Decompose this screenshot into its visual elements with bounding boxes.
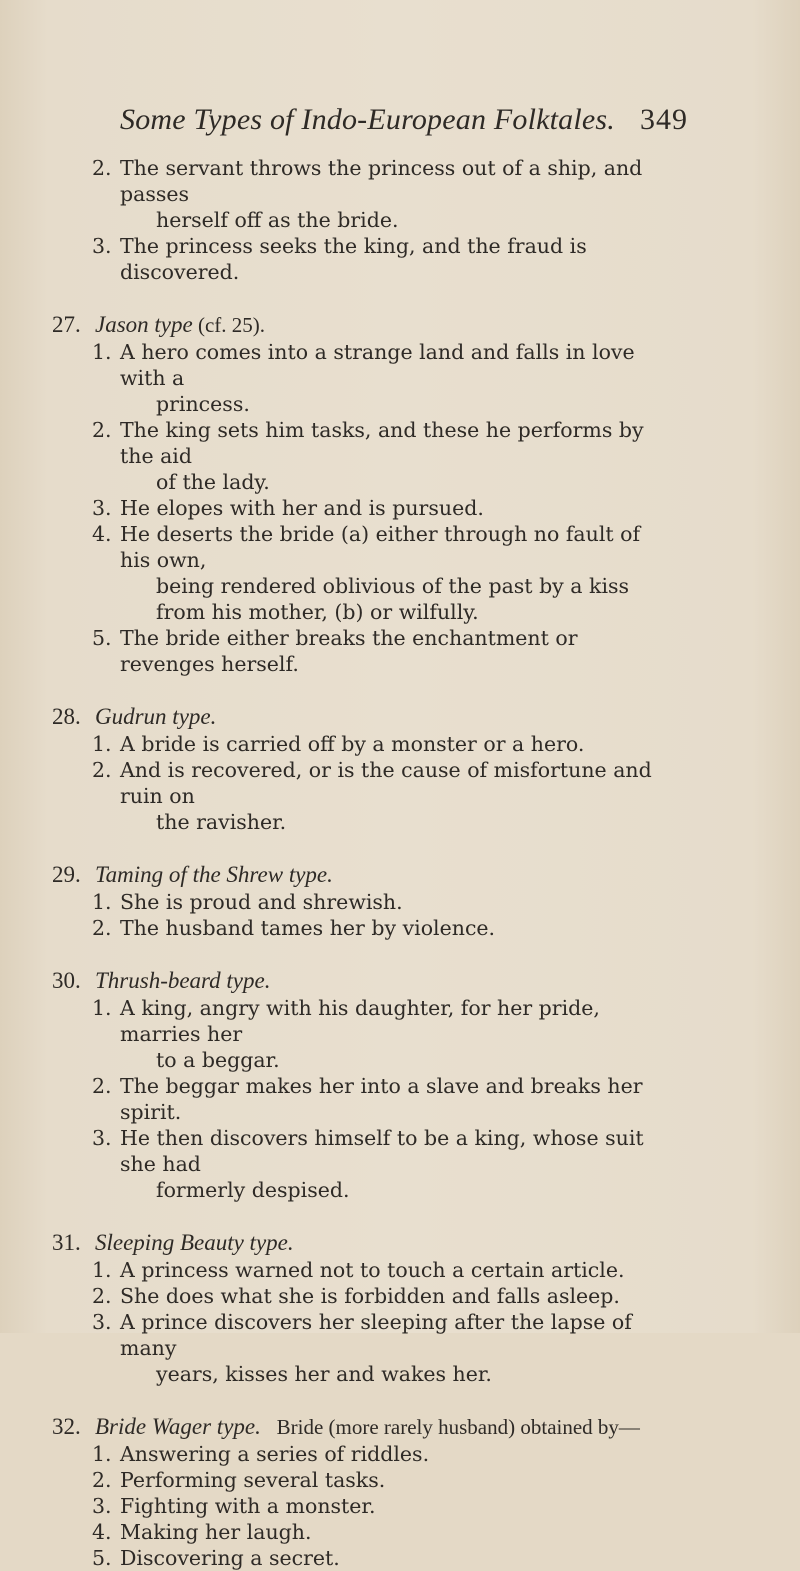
item-text-continuation: princess.: [156, 392, 250, 416]
item-number: 2.: [92, 1074, 112, 1098]
item-number: 2.: [92, 418, 112, 442]
list-item: [0, 625, 670, 677]
item-text-first-line: Fighting with a monster.: [120, 1494, 376, 1518]
item-number: 2.: [92, 1468, 112, 1492]
running-head: [120, 100, 688, 140]
folktale-type-section: [0, 1229, 800, 1387]
list-item: [0, 521, 670, 625]
item-text-first-line: She is proud and shrewish.: [120, 890, 403, 914]
section-number: 27.: [52, 312, 81, 337]
page-body: [0, 155, 800, 1571]
item-text: [120, 757, 670, 835]
section-heading: [0, 1413, 800, 1441]
list-item: [0, 915, 670, 941]
folktale-type-section: [0, 703, 800, 835]
item-text: [120, 625, 670, 677]
list-item: [0, 1545, 670, 1571]
list-item: [0, 1309, 670, 1387]
section-heading: [0, 861, 800, 889]
item-text-first-line: A king, angry with his daughter, for her pride, marries her: [120, 996, 600, 1046]
folktale-type-section: [0, 861, 800, 941]
list-item: [0, 339, 670, 417]
item-text: [120, 1467, 670, 1493]
item-number: 1.: [92, 1258, 112, 1282]
item-text: [120, 995, 670, 1073]
item-text: [120, 1545, 670, 1571]
list-item: [0, 1257, 670, 1283]
item-text-first-line: The princess seeks the king, and the fraud is discovered.: [120, 234, 587, 284]
item-text: [120, 521, 670, 625]
section-heading: [0, 311, 800, 339]
item-text-first-line: And is recovered, or is the cause of misfortune and ruin on: [120, 758, 652, 808]
section-heading-suffix: Bride (more rarely husband) obtained by—: [260, 1415, 640, 1439]
section-number: 32.: [52, 1414, 81, 1439]
item-text-first-line: The beggar makes her into a slave and breaks her spirit.: [120, 1074, 643, 1124]
item-text: [120, 1519, 670, 1545]
item-text: [120, 889, 670, 915]
item-text-first-line: The bride either breaks the enchantment or revenges herself.: [120, 626, 578, 676]
section-type-name: Sleeping Beauty type.: [95, 1230, 294, 1255]
item-number: 1.: [92, 340, 112, 364]
item-text-first-line: Discovering a secret.: [120, 1546, 340, 1570]
item-text-continuation: herself off as the bride.: [156, 208, 399, 232]
item-number: 1.: [92, 1442, 112, 1466]
item-text-continuation: years, kisses her and wakes her.: [156, 1362, 492, 1386]
list-item: [0, 1467, 670, 1493]
section-heading: [0, 703, 800, 731]
section-heading: [0, 967, 800, 995]
item-text: [120, 731, 670, 757]
list-item: [0, 1125, 670, 1203]
item-text-first-line: He elopes with her and is pursued.: [120, 496, 484, 520]
item-text-first-line: The husband tames her by violence.: [120, 916, 496, 940]
item-text: [120, 495, 670, 521]
item-text-first-line: He then discovers himself to be a king, whose suit she had: [120, 1126, 644, 1176]
folktale-type-section: [0, 1413, 800, 1571]
item-number: 5.: [92, 1546, 112, 1570]
section-number: 31.: [52, 1230, 81, 1255]
item-number: 5.: [92, 626, 112, 650]
section-type-name: Jason type: [95, 312, 193, 337]
item-number: 1.: [92, 996, 112, 1020]
item-text-continuation: being rendered oblivious of the past by a kiss from his mother, (b) or wilfully.: [156, 574, 630, 624]
item-number: 1.: [92, 890, 112, 914]
item-text-first-line: Making her laugh.: [120, 1520, 312, 1544]
item-text-continuation: the ravisher.: [156, 810, 287, 834]
item-number: 3.: [92, 234, 112, 258]
list-item: [0, 731, 670, 757]
item-text-continuation: to a beggar.: [156, 1048, 280, 1072]
section-number: 28.: [52, 704, 81, 729]
item-text: [120, 1073, 670, 1125]
list-item: [0, 417, 670, 495]
item-text-continuation: formerly despised.: [156, 1178, 350, 1202]
item-number: 1.: [92, 732, 112, 756]
list-item: [0, 233, 670, 285]
item-number: 2.: [92, 156, 112, 180]
item-text-first-line: A prince discovers her sleeping after the lapse of many: [120, 1310, 632, 1360]
folktale-type-section: [0, 311, 800, 677]
list-item: [0, 1441, 670, 1467]
running-title: Some Types of Indo-European Folktales.: [120, 103, 615, 136]
item-text: [120, 233, 670, 285]
item-number: 4.: [92, 522, 112, 546]
section-heading-suffix: (cf. 25).: [192, 313, 266, 337]
item-text: [120, 1493, 670, 1519]
section-number: 29.: [52, 862, 81, 887]
item-text-first-line: Performing several tasks.: [120, 1468, 386, 1492]
item-text-first-line: He deserts the bride (a) either through no fault of his own,: [120, 522, 641, 572]
list-item: [0, 1073, 670, 1125]
item-number: 3.: [92, 1494, 112, 1518]
item-text: [120, 915, 670, 941]
item-text-first-line: Answering a series of riddles.: [120, 1442, 430, 1466]
item-text: [120, 1125, 670, 1203]
item-text: [120, 1257, 670, 1283]
item-text: [120, 1283, 670, 1309]
list-item: [0, 757, 670, 835]
item-number: 2.: [92, 916, 112, 940]
folktale-type-section: [0, 967, 800, 1203]
item-number: 4.: [92, 1520, 112, 1544]
list-item: [0, 995, 670, 1073]
item-text-first-line: A princess warned not to touch a certain article.: [120, 1258, 625, 1282]
section-type-name: Taming of the Shrew type.: [95, 862, 333, 887]
section-type-name: Gudrun type.: [95, 704, 217, 729]
list-item: [0, 1493, 670, 1519]
section-type-name: Bride Wager type.: [95, 1414, 261, 1439]
list-item: [0, 495, 670, 521]
list-item: [0, 1519, 670, 1545]
item-text-continuation: of the lady.: [156, 470, 270, 494]
section-heading: [0, 1229, 800, 1257]
item-text-first-line: A hero comes into a strange land and falls in love with a: [120, 340, 635, 390]
item-number: 3.: [92, 496, 112, 520]
item-text-first-line: A bride is carried off by a monster or a hero.: [120, 732, 585, 756]
page-number: 349: [640, 103, 688, 136]
item-text-first-line: The king sets him tasks, and these he performs by the aid: [120, 418, 644, 468]
section-number: 30.: [52, 968, 81, 993]
item-number: 3.: [92, 1310, 112, 1334]
list-item: [0, 1283, 670, 1309]
item-number: 3.: [92, 1126, 112, 1150]
item-number: 2.: [92, 758, 112, 782]
item-text: [120, 1441, 670, 1467]
item-text: [120, 155, 670, 233]
item-text: [120, 1309, 670, 1387]
item-text-first-line: She does what she is forbidden and falls asleep.: [120, 1284, 620, 1308]
list-item: [0, 155, 670, 233]
item-number: 2.: [92, 1284, 112, 1308]
section-type-name: Thrush-beard type.: [95, 968, 271, 993]
item-text: [120, 417, 670, 495]
item-text-first-line: The servant throws the princess out of a ship, and passes: [120, 156, 643, 206]
list-item: [0, 889, 670, 915]
item-text: [120, 339, 670, 417]
